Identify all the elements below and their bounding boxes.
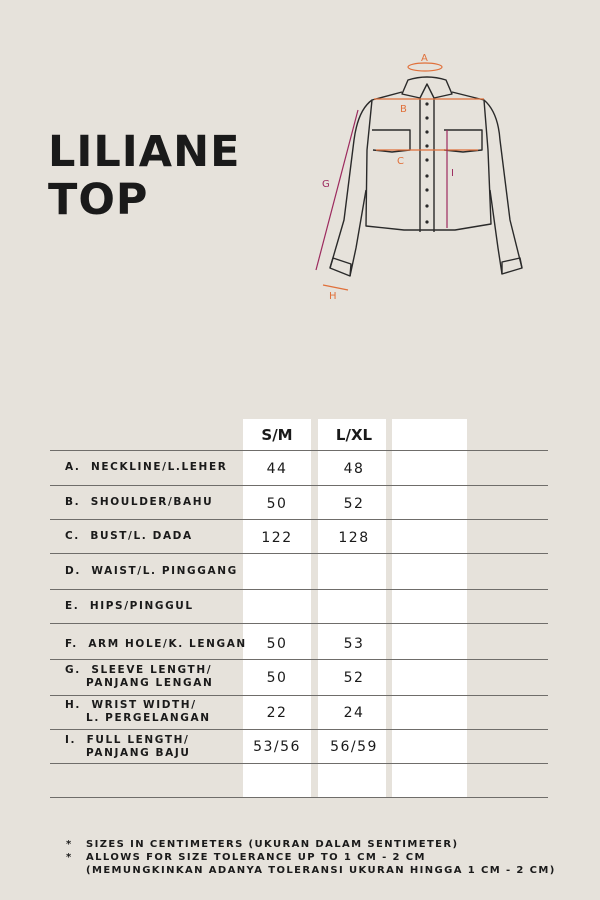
cell-lxl-sleeve-length: 52 <box>343 670 365 686</box>
cell-lxl-bust: 128 <box>338 530 370 546</box>
row-divider <box>50 729 548 730</box>
row-divider <box>50 659 548 660</box>
column-header-lxl: L/XL <box>335 426 373 444</box>
label-c: C <box>397 156 404 167</box>
cell-lxl-wrist-width: 24 <box>343 705 365 721</box>
row-label-sleeve-length: G. SLEEVE LENGTH/ PANJANG LENGAN <box>65 664 214 689</box>
cell-sm-full-length: 53/56 <box>253 739 301 755</box>
row-label-bust: C. BUST/L. DADA <box>65 530 193 542</box>
row-divider <box>50 485 548 486</box>
label-h: H <box>329 291 337 302</box>
title-line-2: TOP <box>48 175 149 225</box>
column-header-sm: S/M <box>261 426 293 444</box>
label-i: I <box>451 168 454 179</box>
note-line <box>66 838 556 851</box>
note-line <box>66 851 556 864</box>
row-label-arm-hole: F. ARM HOLE/K. LENGAN <box>65 638 247 650</box>
row-label-full-length: I. FULL LENGTH/ PANJANG BAJU <box>65 734 191 759</box>
buttons-icon <box>425 102 428 223</box>
row-divider <box>50 589 548 590</box>
label-g: G <box>322 179 330 190</box>
row-label-neckline: A. NECKLINE/L.LEHER <box>65 461 228 473</box>
cell-sm-neckline: 44 <box>266 461 288 477</box>
label-a: A <box>421 53 428 64</box>
note-text: (MEMUNGKINKAN ADANYA TOLERANSI UKURAN HINGGA 1 CM - 2 CM) <box>86 865 556 876</box>
cell-sm-arm-hole: 50 <box>266 636 288 652</box>
row-divider <box>50 797 548 798</box>
asterisk: * <box>66 852 73 863</box>
row-label-waist: D. WAIST/L. PINGGANG <box>65 565 238 577</box>
title-line-1: LILIANE <box>48 127 241 177</box>
row-label-hips: E. HIPS/PINGGUL <box>65 600 194 612</box>
row-divider <box>50 519 548 520</box>
row-divider <box>50 553 548 554</box>
cell-sm-sleeve-length: 50 <box>266 670 288 686</box>
asterisk: * <box>66 839 73 850</box>
row-divider <box>50 695 548 696</box>
cell-lxl-full-length: 56/59 <box>330 739 378 755</box>
row-divider <box>50 763 548 764</box>
column-empty-background <box>392 419 467 797</box>
size-notes <box>66 838 556 877</box>
note-text: SIZES IN CENTIMETERS (UKURAN DALAM SENTIMETER) <box>86 839 459 850</box>
cell-sm-bust: 122 <box>261 530 293 546</box>
cell-sm-wrist-width: 22 <box>266 705 288 721</box>
shirt-measurement-diagram <box>300 40 550 310</box>
row-label-wrist-width: H. WRIST WIDTH/ L. PERGELANGAN <box>65 699 211 724</box>
row-divider <box>50 450 548 451</box>
cell-lxl-shoulder: 52 <box>343 496 365 512</box>
row-label-shoulder: B. SHOULDER/BAHU <box>65 496 214 508</box>
note-text: ALLOWS FOR SIZE TOLERANCE UP TO 1 CM - 2 CM <box>86 852 426 863</box>
label-b: B <box>400 104 407 115</box>
cell-sm-shoulder: 50 <box>266 496 288 512</box>
cell-lxl-arm-hole: 53 <box>343 636 365 652</box>
product-title <box>48 128 240 224</box>
row-divider <box>50 623 548 624</box>
cell-lxl-neckline: 48 <box>343 461 365 477</box>
